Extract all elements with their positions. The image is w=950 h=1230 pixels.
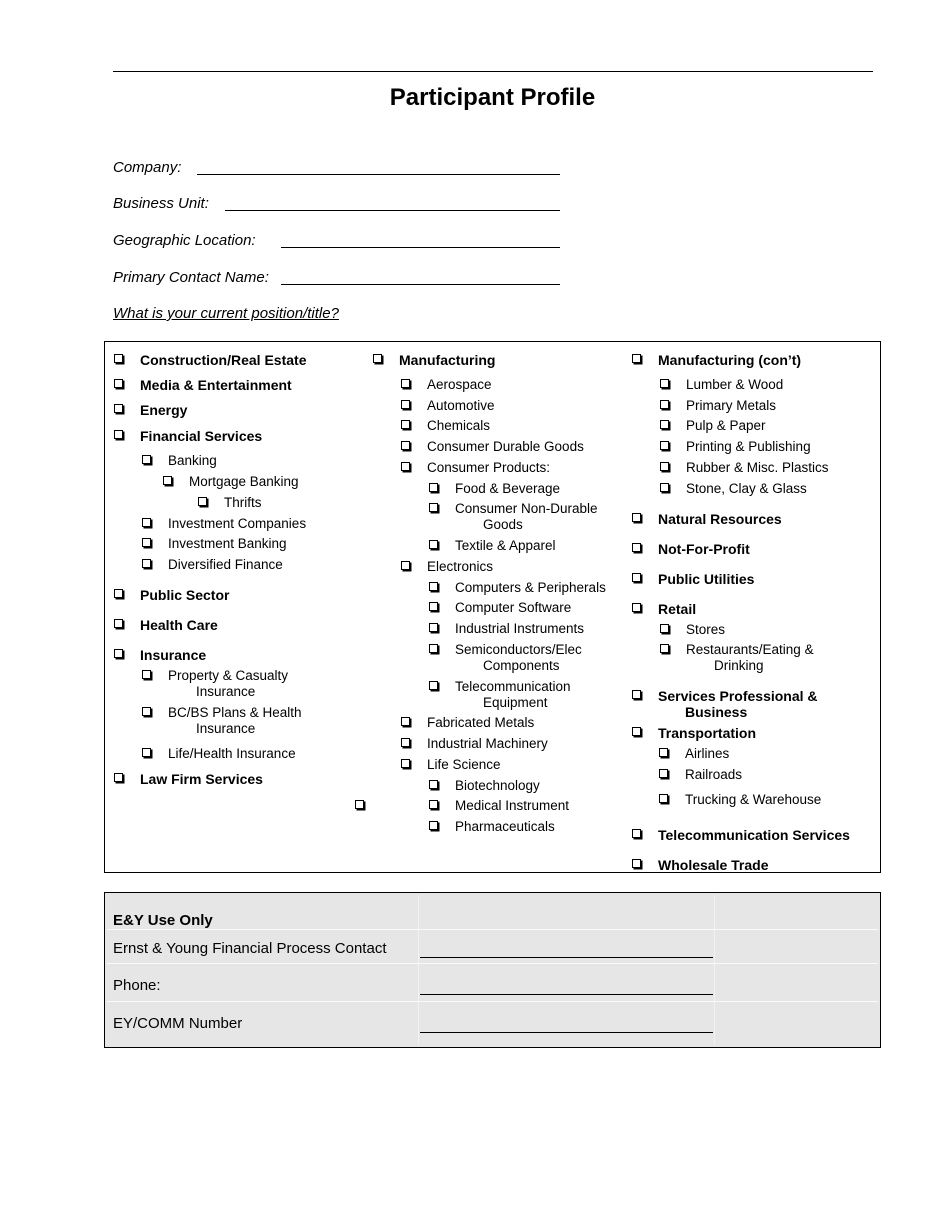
checkbox-diversified-finance[interactable] [142, 559, 151, 568]
checkbox-stores[interactable] [660, 624, 669, 633]
checkbox-lumber[interactable] [660, 379, 669, 388]
checkbox-consumer-nondurable[interactable] [429, 503, 438, 512]
industry-energy: Energy [140, 402, 188, 418]
ey-contact-label: Ernst & Young Financial Process Contact [113, 940, 387, 957]
industry-textile: Textile & Apparel [455, 538, 556, 553]
industry-electronics: Electronics [427, 559, 494, 574]
checkbox-consumer-durable[interactable] [401, 441, 410, 450]
checkbox-rubber[interactable] [660, 462, 669, 471]
checkbox-construction[interactable] [114, 354, 123, 363]
checkbox-wholesale[interactable] [632, 859, 641, 868]
industry-public-sector: Public Sector [140, 587, 230, 603]
business-unit-field[interactable] [225, 210, 560, 211]
industry-chemicals: Chemicals [427, 418, 491, 433]
industry-printing: Printing & Publishing [686, 439, 811, 454]
industry-stone: Stone, Clay & Glass [686, 481, 807, 496]
industry-media: Media & Entertainment [140, 377, 292, 393]
checkbox-life-health[interactable] [142, 748, 151, 757]
business-unit-label: Business Unit: [113, 195, 209, 212]
ey-phone-field[interactable] [420, 994, 713, 995]
ey-heading: E&Y Use Only [113, 912, 213, 929]
checkbox-industrial-instruments[interactable] [429, 623, 438, 632]
checkbox-telecom-equipment[interactable] [429, 681, 438, 690]
checkbox-natural-resources[interactable] [632, 513, 641, 522]
industry-rubber: Rubber & Misc. Plastics [686, 460, 829, 475]
industry-not-for-profit: Not-For-Profit [658, 541, 750, 557]
industry-services-cont: Business [685, 704, 748, 720]
industry-health-care: Health Care [140, 617, 218, 633]
industry-wholesale: Wholesale Trade [658, 857, 769, 873]
industry-lumber: Lumber & Wood [686, 377, 784, 392]
industry-transportation: Transportation [658, 725, 757, 741]
industry-investment-banking: Investment Banking [168, 536, 287, 551]
checkbox-investment-banking[interactable] [142, 538, 151, 547]
industry-restaurants: Restaurants/Eating & [686, 642, 814, 657]
checkbox-pharmaceuticals[interactable] [429, 821, 438, 830]
page-title: Participant Profile [389, 84, 596, 111]
industry-food-beverage: Food & Beverage [455, 481, 561, 496]
checkbox-public-sector[interactable] [114, 589, 123, 598]
industry-financial-services: Financial Services [140, 428, 263, 444]
ey-grid-hline [107, 963, 878, 964]
checkbox-railroads[interactable] [659, 769, 668, 778]
industry-pharmaceuticals: Pharmaceuticals [455, 819, 555, 834]
checkbox-bcbs[interactable] [142, 707, 151, 716]
industry-property-casualty: Property & Casualty [168, 668, 289, 683]
industry-thrifts: Thrifts [224, 495, 262, 510]
checkbox-investment-companies[interactable] [142, 518, 151, 527]
checkbox-electronics[interactable] [401, 561, 410, 570]
industry-insurance: Insurance [140, 647, 207, 663]
checkbox-primary-metals[interactable] [660, 400, 669, 409]
checkbox-law-firm[interactable] [114, 773, 123, 782]
industry-natural-resources: Natural Resources [658, 511, 782, 527]
industry-diversified-finance: Diversified Finance [168, 557, 283, 572]
industry-construction: Construction/Real Estate [140, 352, 307, 368]
industry-bcbs: BC/BS Plans & Health [168, 705, 302, 720]
industry-consumer-products: Consumer Products: [427, 460, 551, 475]
industry-consumer-durable: Consumer Durable Goods [427, 439, 584, 454]
checkbox-unlabeled[interactable] [355, 800, 364, 809]
checkbox-medical-instrument[interactable] [429, 800, 438, 809]
checkbox-thrifts[interactable] [198, 497, 207, 506]
checkbox-semiconductors[interactable] [429, 644, 438, 653]
industry-consumer-nondurable: Consumer Non-Durable [455, 501, 598, 516]
industry-bcbs-cont: Insurance [196, 721, 256, 736]
ey-grid-vline [418, 895, 419, 1045]
company-label: Company: [113, 159, 182, 176]
ey-grid-vline [714, 895, 715, 1045]
industry-industrial-instruments: Industrial Instruments [455, 621, 585, 636]
ey-grid-hline [107, 929, 878, 930]
geographic-location-label: Geographic Location: [113, 232, 256, 249]
ey-grid-hline [107, 1001, 878, 1002]
industry-computers: Computers & Peripherals [455, 580, 606, 595]
checkbox-pulp-paper[interactable] [660, 420, 669, 429]
industry-medical-instrument: Medical Instrument [455, 798, 570, 813]
checkbox-chemicals[interactable] [401, 420, 410, 429]
industry-stores: Stores [686, 622, 726, 637]
industry-consumer-nondurable-cont: Goods [483, 517, 523, 532]
checkbox-energy[interactable] [114, 404, 123, 413]
industry-telecom-equipment-cont: Equipment [483, 695, 548, 710]
checkbox-software[interactable] [429, 602, 438, 611]
industry-pulp-paper: Pulp & Paper [686, 418, 766, 433]
industry-manufacturing-cont: Manufacturing (con’t) [658, 352, 802, 368]
industry-railroads: Railroads [685, 767, 743, 782]
checkbox-fabricated-metals[interactable] [401, 717, 410, 726]
industry-fabricated-metals: Fabricated Metals [427, 715, 535, 730]
checkbox-life-science[interactable] [401, 759, 410, 768]
top-rule [113, 71, 873, 72]
industry-services: Services Professional & [658, 688, 818, 704]
checkbox-financial-services[interactable] [114, 430, 123, 439]
industry-automotive: Automotive [427, 398, 495, 413]
checkbox-manufacturing-cont[interactable] [632, 354, 641, 363]
checkbox-textile[interactable] [429, 540, 438, 549]
industry-semiconductors-cont: Components [483, 658, 560, 673]
industry-software: Computer Software [455, 600, 572, 615]
ey-eycomm-label: EY/COMM Number [113, 1015, 243, 1032]
industry-industrial-machinery: Industrial Machinery [427, 736, 548, 751]
checkbox-manufacturing[interactable] [373, 354, 382, 363]
checkbox-not-for-profit[interactable] [632, 543, 641, 552]
checkbox-biotechnology[interactable] [429, 780, 438, 789]
industry-investment-companies: Investment Companies [168, 516, 307, 531]
industry-retail: Retail [658, 601, 697, 617]
checkbox-automotive[interactable] [401, 400, 410, 409]
industry-public-utilities: Public Utilities [658, 571, 755, 587]
industry-restaurants-cont: Drinking [714, 658, 764, 673]
industry-life-health: Life/Health Insurance [168, 746, 296, 761]
checkbox-consumer-products[interactable] [401, 462, 410, 471]
industry-law-firm: Law Firm Services [140, 771, 263, 787]
checkbox-restaurants[interactable] [660, 644, 669, 653]
checkbox-mortgage-banking[interactable] [163, 476, 172, 485]
checkbox-services[interactable] [632, 690, 641, 699]
industry-trucking: Trucking & Warehouse [685, 792, 822, 807]
company-field[interactable] [197, 174, 560, 175]
primary-contact-field[interactable] [281, 284, 560, 285]
checkbox-industrial-machinery[interactable] [401, 738, 410, 747]
checkbox-computers[interactable] [429, 582, 438, 591]
checkbox-printing[interactable] [660, 441, 669, 450]
industry-property-casualty-cont: Insurance [196, 684, 256, 699]
checkbox-aerospace[interactable] [401, 379, 410, 388]
industry-aerospace: Aerospace [427, 377, 492, 392]
checkbox-stone[interactable] [660, 483, 669, 492]
checkbox-property-casualty[interactable] [142, 670, 151, 679]
checkbox-insurance[interactable] [114, 649, 123, 658]
checkbox-food-beverage[interactable] [429, 483, 438, 492]
industry-biotechnology: Biotechnology [455, 778, 540, 793]
checkbox-trucking[interactable] [659, 794, 668, 803]
checkbox-media[interactable] [114, 379, 123, 388]
ey-phone-label: Phone: [113, 977, 161, 994]
industry-telecom-equipment: Telecommunication [455, 679, 571, 694]
checkbox-transportation[interactable] [632, 727, 641, 736]
checkbox-banking[interactable] [142, 455, 151, 464]
ey-contact-field[interactable] [420, 957, 713, 958]
checkbox-health-care[interactable] [114, 619, 123, 628]
checkbox-telecom-services[interactable] [632, 829, 641, 838]
industry-primary-metals: Primary Metals [686, 398, 777, 413]
primary-contact-label: Primary Contact Name: [113, 269, 269, 286]
position-question: What is your current position/title? [113, 305, 339, 322]
industry-semiconductors: Semiconductors/Elec [455, 642, 582, 657]
industry-airlines: Airlines [685, 746, 730, 761]
industry-manufacturing: Manufacturing [399, 352, 496, 368]
industry-banking: Banking [168, 453, 217, 468]
geographic-location-field[interactable] [281, 247, 560, 248]
checkbox-retail[interactable] [632, 603, 641, 612]
checkbox-public-utilities[interactable] [632, 573, 641, 582]
ey-eycomm-field[interactable] [420, 1032, 713, 1033]
industry-life-science: Life Science [427, 757, 501, 772]
industry-telecom-services: Telecommunication Services [658, 827, 850, 843]
industry-mortgage-banking: Mortgage Banking [189, 474, 299, 489]
checkbox-airlines[interactable] [659, 748, 668, 757]
